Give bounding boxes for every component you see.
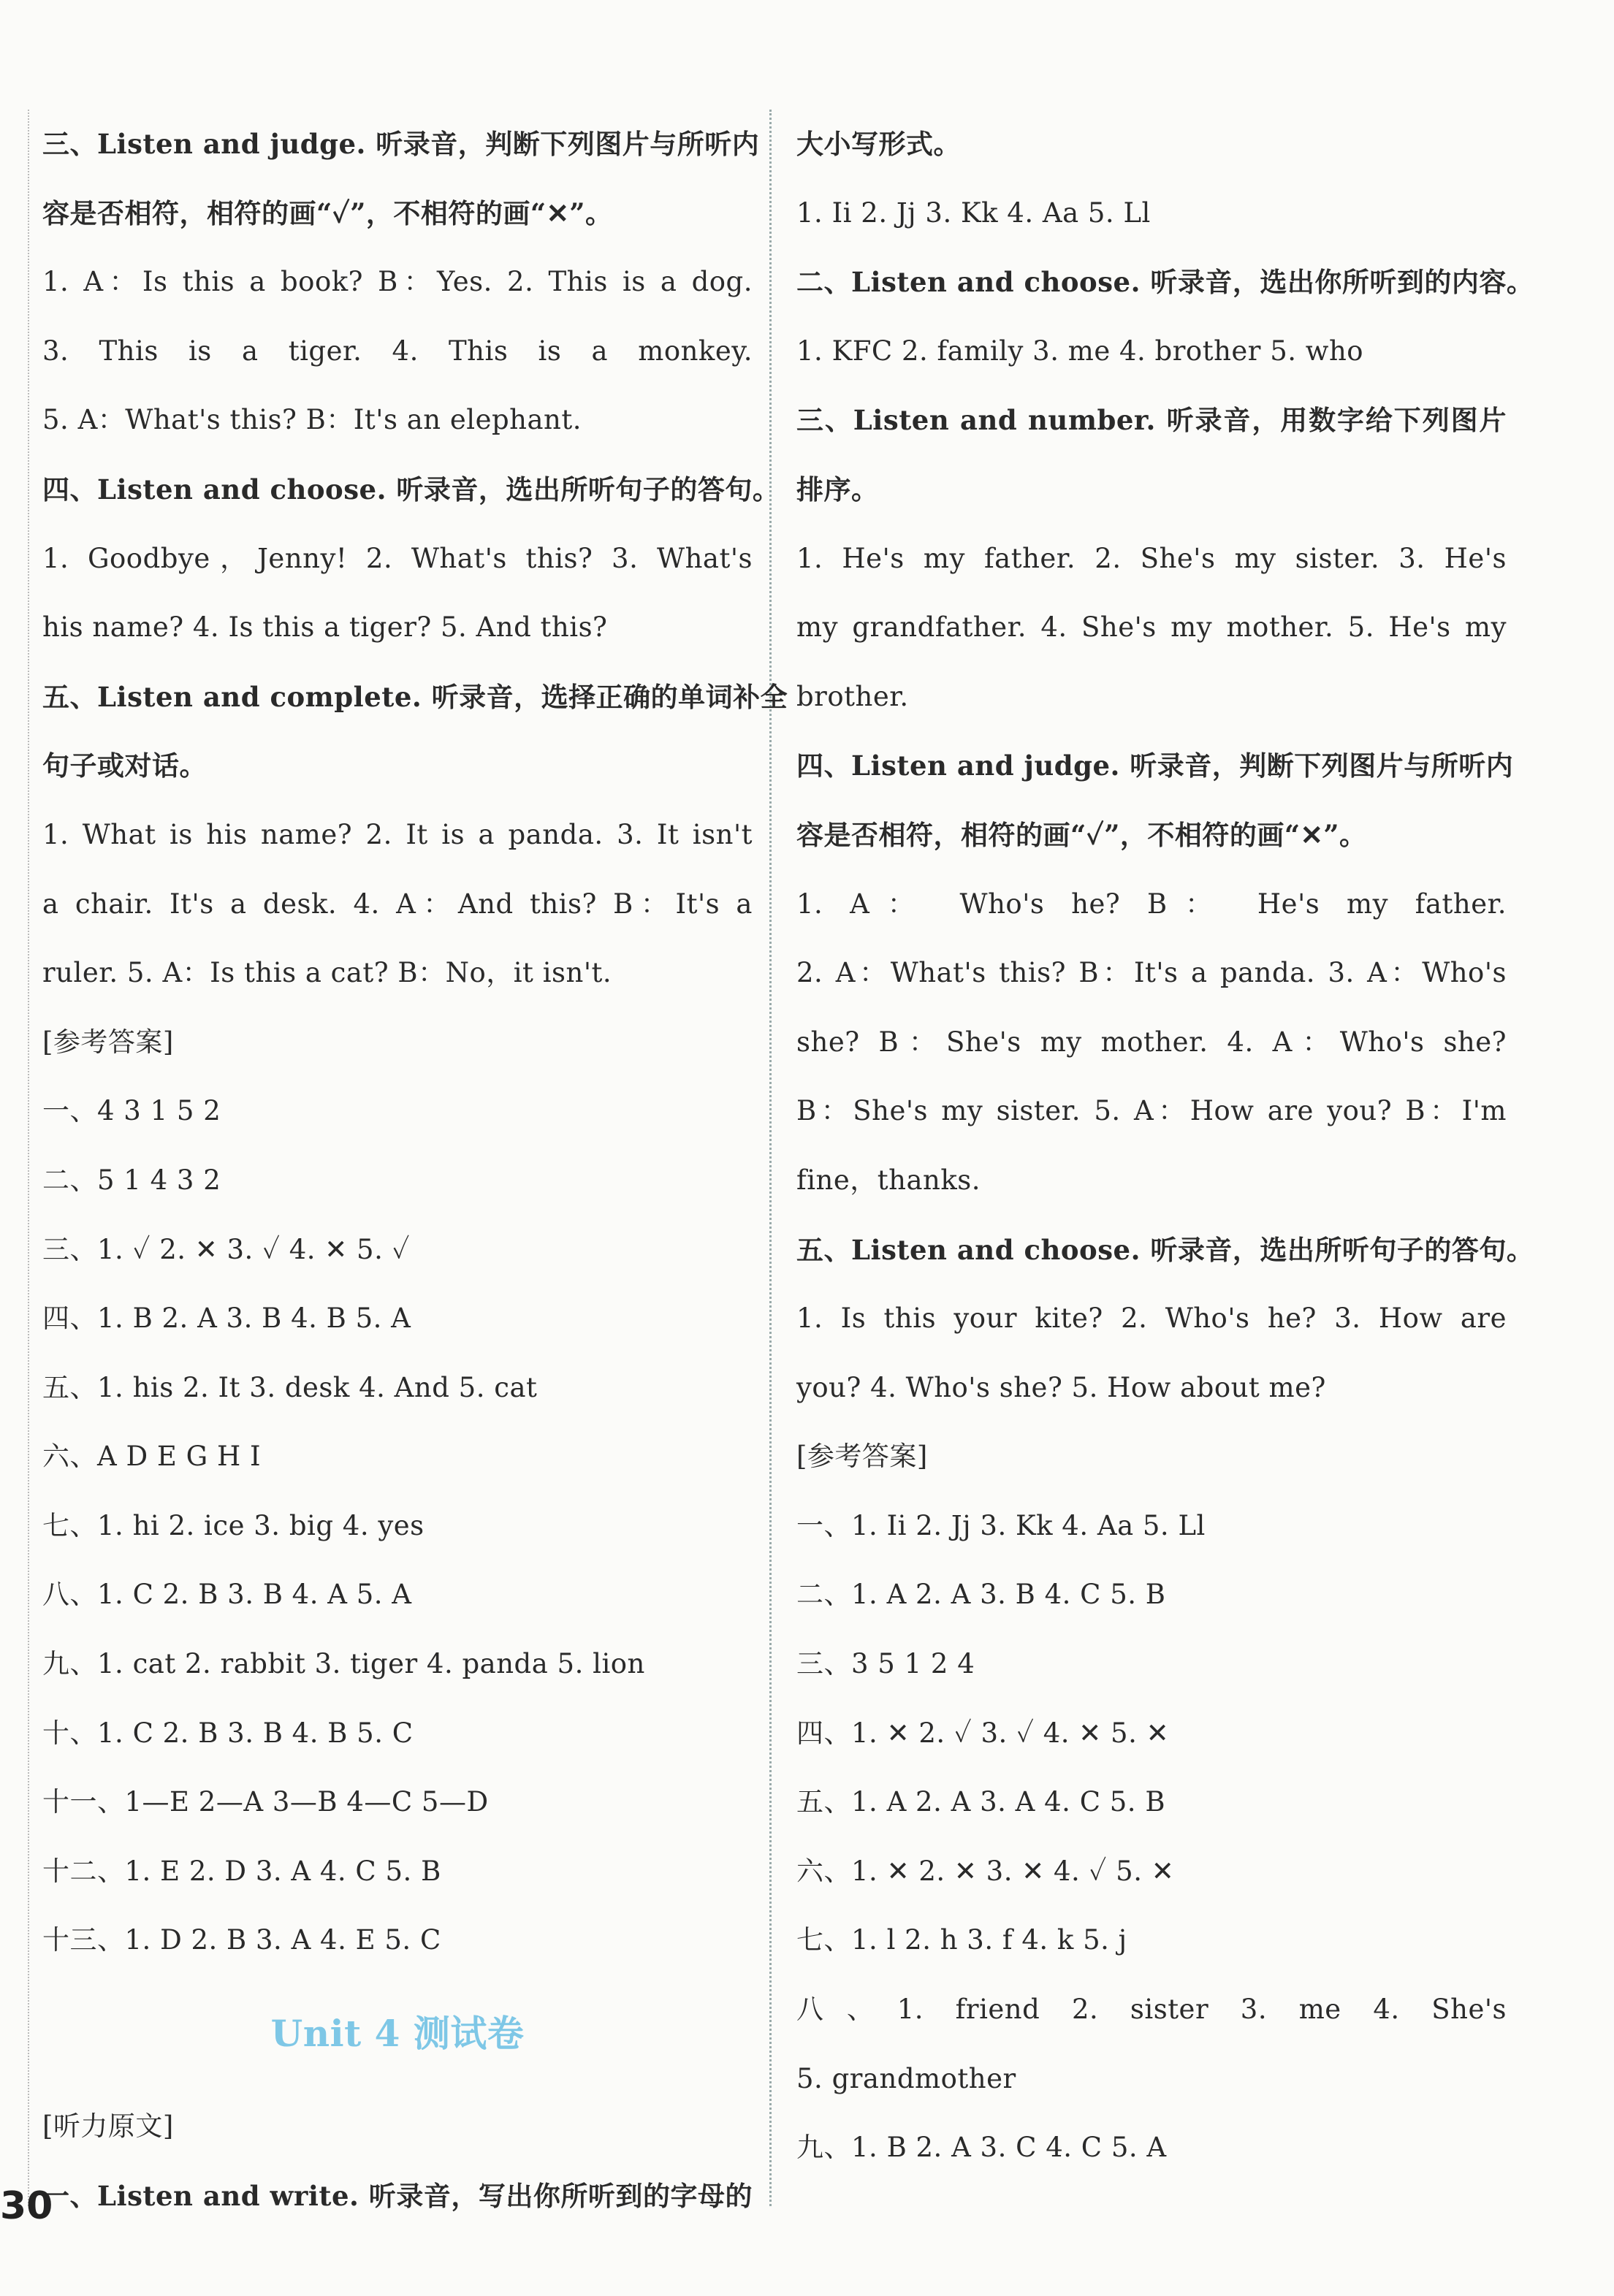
left-line: 四、1. B 2. A 3. B 4. B 5. A <box>42 1303 411 1335</box>
right-line: 六、1. ✕ 2. ✕ 3. ✕ 4. ✓ 5. ✕ <box>796 1855 1175 1887</box>
right-line: 1. Is this your kite? 2. Who's he? 3. How are <box>796 1303 1507 1335</box>
left-line: 十三、1. D 2. B 3. A 4. E 5. C <box>42 1924 441 1956</box>
right-line: 一、1. Ii 2. Jj 3. Kk 4. Aa 5. Ll <box>796 1509 1206 1541</box>
right-line: 三、Listen and number. 听录音，用数字给下列图片 <box>796 404 1507 437</box>
right-line: fine，thanks. <box>796 1164 981 1196</box>
left-line: 3. This is a tiger. 4. This is a monkey. <box>42 335 753 367</box>
right-line: she? B：She's my mother. 4. A：Who's she? <box>796 1026 1507 1058</box>
right-line: B：She's my sister. 5. A：How are you? B：I'm <box>796 1095 1507 1127</box>
right-line: 五、1. A 2. A 3. A 4. C 5. B <box>796 1786 1166 1818</box>
left-line: 十、1. C 2. B 3. B 4. B 5. C <box>42 1717 414 1749</box>
left-line: 三、Listen and judge. 听录音，判断下列图片与所听内 <box>42 128 760 160</box>
left-margin-rule <box>28 110 29 2206</box>
left-line: 五、Listen and complete. 听录音，选择正确的单词补全 <box>42 680 788 713</box>
left-line: 三、1. ✓ 2. ✕ 3. ✓ 4. ✕ 5. ✓ <box>42 1233 410 1265</box>
left-line: 二、5 1 4 3 2 <box>42 1164 221 1196</box>
left-line: ruler. 5. A：Is this a cat? B：No，it isn't. <box>42 957 612 989</box>
right-line: 2. A：What's this? B：It's a panda. 3. A：Who's <box>796 957 1507 989</box>
left-line: [参考答案] <box>42 1026 174 1058</box>
left-line: 九、1. cat 2. rabbit 3. tiger 4. panda 5. lion <box>42 1648 645 1680</box>
section-title: Unit 4 测试卷 <box>270 2012 525 2056</box>
right-line: 5. grandmother <box>796 2062 1016 2094</box>
right-line: 1. Ii 2. Jj 3. Kk 4. Aa 5. Ll <box>796 197 1151 229</box>
left-line: 1. Goodbye，Jenny! 2. What's this? 3. What's <box>42 542 753 574</box>
right-line: you? 4. Who's she? 5. How about me? <box>796 1371 1326 1403</box>
right-line: brother. <box>796 680 909 712</box>
right-column <box>796 110 1534 2183</box>
right-line: 二、1. A 2. A 3. B 4. C 5. B <box>796 1579 1166 1611</box>
right-line: 排序。 <box>796 473 879 506</box>
left-line: 六、A D E G H I <box>42 1441 262 1473</box>
right-line: 四、Listen and judge. 听录音，判断下列图片与所听内 <box>796 750 1514 782</box>
right-line: 大小写形式。 <box>796 128 961 160</box>
left-column <box>42 110 788 2230</box>
left-line: a chair. It's a desk. 4. A：And this? B：It's a <box>42 888 753 920</box>
right-line: 八、1. friend 2. sister 3. me 4. She's <box>796 1994 1507 2026</box>
right-line: 五、Listen and choose. 听录音，选出所听句子的答句。 <box>796 1233 1534 1266</box>
left-line: 容是否相符，相符的画“✓”，不相符的画“✕”。 <box>42 197 613 229</box>
left-line: 十二、1. E 2. D 3. A 4. C 5. B <box>42 1855 441 1887</box>
column-divider <box>769 110 772 2206</box>
left-line: [听力原文] <box>42 2110 174 2143</box>
left-line: 1. A：Is this a book? B：Yes. 2. This is a dog. <box>42 266 753 298</box>
left-line: 八、1. C 2. B 3. B 4. A 5. A <box>42 1579 412 1611</box>
left-line: 十一、1—E 2—A 3—B 4—C 5—D <box>42 1786 489 1818</box>
right-line: [参考答案] <box>796 1441 928 1473</box>
left-line: 1. What is his name? 2. It is a panda. 3. It isn't <box>42 818 753 850</box>
left-line: 句子或对话。 <box>42 750 207 782</box>
left-line: 一、Listen and write. 听录音，写出你所听到的字母的 <box>42 2179 753 2212</box>
left-line: 四、Listen and choose. 听录音，选出所听句子的答句。 <box>42 473 780 506</box>
right-line: 九、1. B 2. A 3. C 4. C 5. A <box>796 2132 1167 2164</box>
left-line: 五、1. his 2. It 3. desk 4. And 5. cat <box>42 1371 538 1403</box>
page-number: 30 <box>0 2184 53 2228</box>
right-line: 1. He's my father. 2. She's my sister. 3. He's <box>796 542 1507 574</box>
right-line: my grandfather. 4. She's my mother. 5. He's my <box>796 611 1507 644</box>
right-line: 1. KFC 2. family 3. me 4. brother 5. who <box>796 335 1364 367</box>
right-line: 容是否相符，相符的画“✓”，不相符的画“✕”。 <box>796 818 1367 851</box>
right-line: 1. A： Who's he? B： He's my father. <box>796 888 1507 920</box>
left-line: 一、4 3 1 5 2 <box>42 1095 221 1127</box>
right-line: 二、Listen and choose. 听录音，选出你所听到的内容。 <box>796 266 1534 299</box>
right-line: 四、1. ✕ 2. ✓ 3. ✓ 4. ✕ 5. ✕ <box>796 1717 1170 1749</box>
left-line: his name? 4. Is this a tiger? 5. And this? <box>42 611 608 644</box>
left-line: 5. A：What's this? B：It's an elephant. <box>42 404 582 436</box>
left-line: 七、1. hi 2. ice 3. big 4. yes <box>42 1509 425 1541</box>
right-line: 三、3 5 1 2 4 <box>796 1648 975 1680</box>
right-line: 七、1. l 2. h 3. f 4. k 5. j <box>796 1924 1127 1956</box>
